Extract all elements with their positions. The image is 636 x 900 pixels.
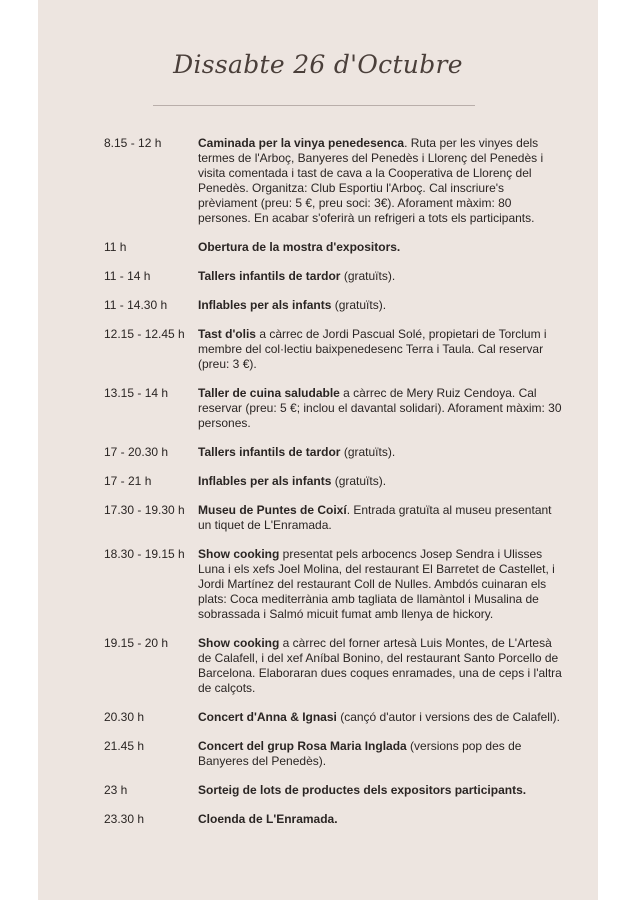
event-title: Tallers infantils de tardor <box>198 445 341 459</box>
page-title: Dissabte 26 d'Octubre <box>173 50 463 79</box>
event-time: 21.45 h <box>104 739 145 753</box>
event-time: 17 - 21 h <box>104 474 152 488</box>
event-time: 11 - 14 h <box>104 269 151 283</box>
event-title: Caminada per la vinya penedesenca <box>198 136 405 150</box>
event-description <box>198 503 563 533</box>
event-time: 20.30 h <box>104 710 145 724</box>
event-title: Show cooking <box>198 636 280 650</box>
schedule-row <box>38 739 598 769</box>
event-description <box>198 298 563 313</box>
event-time: 17.30 - 19.30 h <box>104 503 185 517</box>
schedule-row <box>38 503 598 533</box>
schedule-row <box>38 445 598 460</box>
event-time: 12.15 - 12.45 h <box>104 327 185 341</box>
event-title: Inflables per als infants <box>198 474 332 488</box>
event-time: 11 h <box>104 240 127 254</box>
schedule-list <box>38 136 598 841</box>
event-description <box>198 636 563 696</box>
schedule-row <box>38 710 598 725</box>
event-details: (gratuïts). <box>331 474 387 488</box>
event-time: 23 h <box>104 783 128 797</box>
event-title: Sorteig de lots de productes dels expositors participants. <box>198 783 527 797</box>
schedule-row <box>38 636 598 696</box>
event-description <box>198 547 563 622</box>
event-details: (gratuïts). <box>340 445 396 459</box>
event-title: Concert d'Anna & Ignasi <box>198 710 337 724</box>
event-title: Inflables per als infants <box>198 298 332 312</box>
event-details: a càrrec de Mery Ruiz Cendoya. Cal reservar (preu: 5 €; inclou el davantal solidari). Aforament màxim: 30 persones. <box>198 386 562 430</box>
event-description <box>198 386 563 431</box>
event-time: 11 - 14.30 h <box>104 298 168 312</box>
event-description <box>198 327 563 372</box>
event-details: (cançó d'autor i versions des de Calafell). <box>336 710 560 724</box>
schedule-row <box>38 386 598 431</box>
event-details: . Entrada gratuïta al museu presentant un tiquet de L'Enramada. <box>198 503 552 532</box>
event-time: 13.15 - 14 h <box>104 386 169 400</box>
event-title: Obertura de la mostra d'expositors. <box>198 240 401 254</box>
event-details: (gratuïts). <box>331 298 387 312</box>
event-description <box>198 812 563 827</box>
schedule-row <box>38 474 598 489</box>
schedule-row <box>38 298 598 313</box>
event-description <box>198 136 563 226</box>
event-description <box>198 445 563 460</box>
schedule-row <box>38 783 598 798</box>
event-details: . Ruta per les vinyes dels termes de l'Arboç, Banyeres del Penedès i Llorenç del Penedès i visita comentada i tast de cava a la Cooperativa de Llorenç del Penedès. Organitza: Club Esportiu l'Arboç. Cal inscriure's prèviament (preu: 5 €, preu soci: 3€). Aforament màxim: 80 persones. En acabar s'oferirà un refrigeri a tots els participants. <box>198 136 544 225</box>
event-title: Tast d'olis <box>198 327 256 341</box>
event-time: 17 - 20.30 h <box>104 445 169 459</box>
title-divider <box>153 105 475 106</box>
event-details: (gratuïts). <box>340 269 396 283</box>
event-description <box>198 240 563 255</box>
schedule-row <box>38 269 598 284</box>
event-time: 18.30 - 19.15 h <box>104 547 185 561</box>
event-description <box>198 474 563 489</box>
schedule-row <box>38 812 598 827</box>
program-page <box>38 0 598 900</box>
event-description <box>198 710 563 725</box>
event-title: Tallers infantils de tardor <box>198 269 341 283</box>
schedule-row <box>38 240 598 255</box>
event-details: a càrrec de Jordi Pascual Solé, propietari de Torclum i membre del col·lectiu baixpenedesenc Terra i Taula. Cal reservar (preu: 3 €). <box>198 327 547 371</box>
event-time: 23.30 h <box>104 812 145 826</box>
event-title: Concert del grup Rosa Maria Inglada <box>198 739 407 753</box>
event-details: (versions pop des de Banyeres del Penedès). <box>198 739 522 768</box>
event-title: Taller de cuina saludable <box>198 386 340 400</box>
schedule-row <box>38 547 598 622</box>
event-description <box>198 269 563 284</box>
event-details: a càrrec del forner artesà Luis Montes, de L'Artesà de Calafell, i del xef Aníbal Bonino, del restaurant Santo Porcello de Barcelona. Elaboraran dues coques enramades, una de ceps i l'altra de calçots. <box>198 636 562 695</box>
event-description <box>198 739 563 769</box>
event-title: Museu de Puntes de Coixí <box>198 503 347 517</box>
schedule-row <box>38 136 598 226</box>
event-title: Show cooking <box>198 547 280 561</box>
event-description <box>198 783 563 798</box>
event-title: Cloenda de L'Enramada. <box>198 812 338 826</box>
event-details: presentat pels arbocencs Josep Sendra i Ulisses Luna i els xefs Joel Molina, del restaurant El Barretet de Castellet, i Jordi Martínez del restaurant Coll de Nulles. Ambdós cuinaran els plats: Coca mediterrània amb tagliata de llamàntol i Musalina de sobrassada i Salmó micuit fumat amb llenya de hickory. <box>198 547 555 621</box>
schedule-row <box>38 327 598 372</box>
event-time: 19.15 - 20 h <box>104 636 169 650</box>
event-time: 8.15 - 12 h <box>104 136 162 150</box>
